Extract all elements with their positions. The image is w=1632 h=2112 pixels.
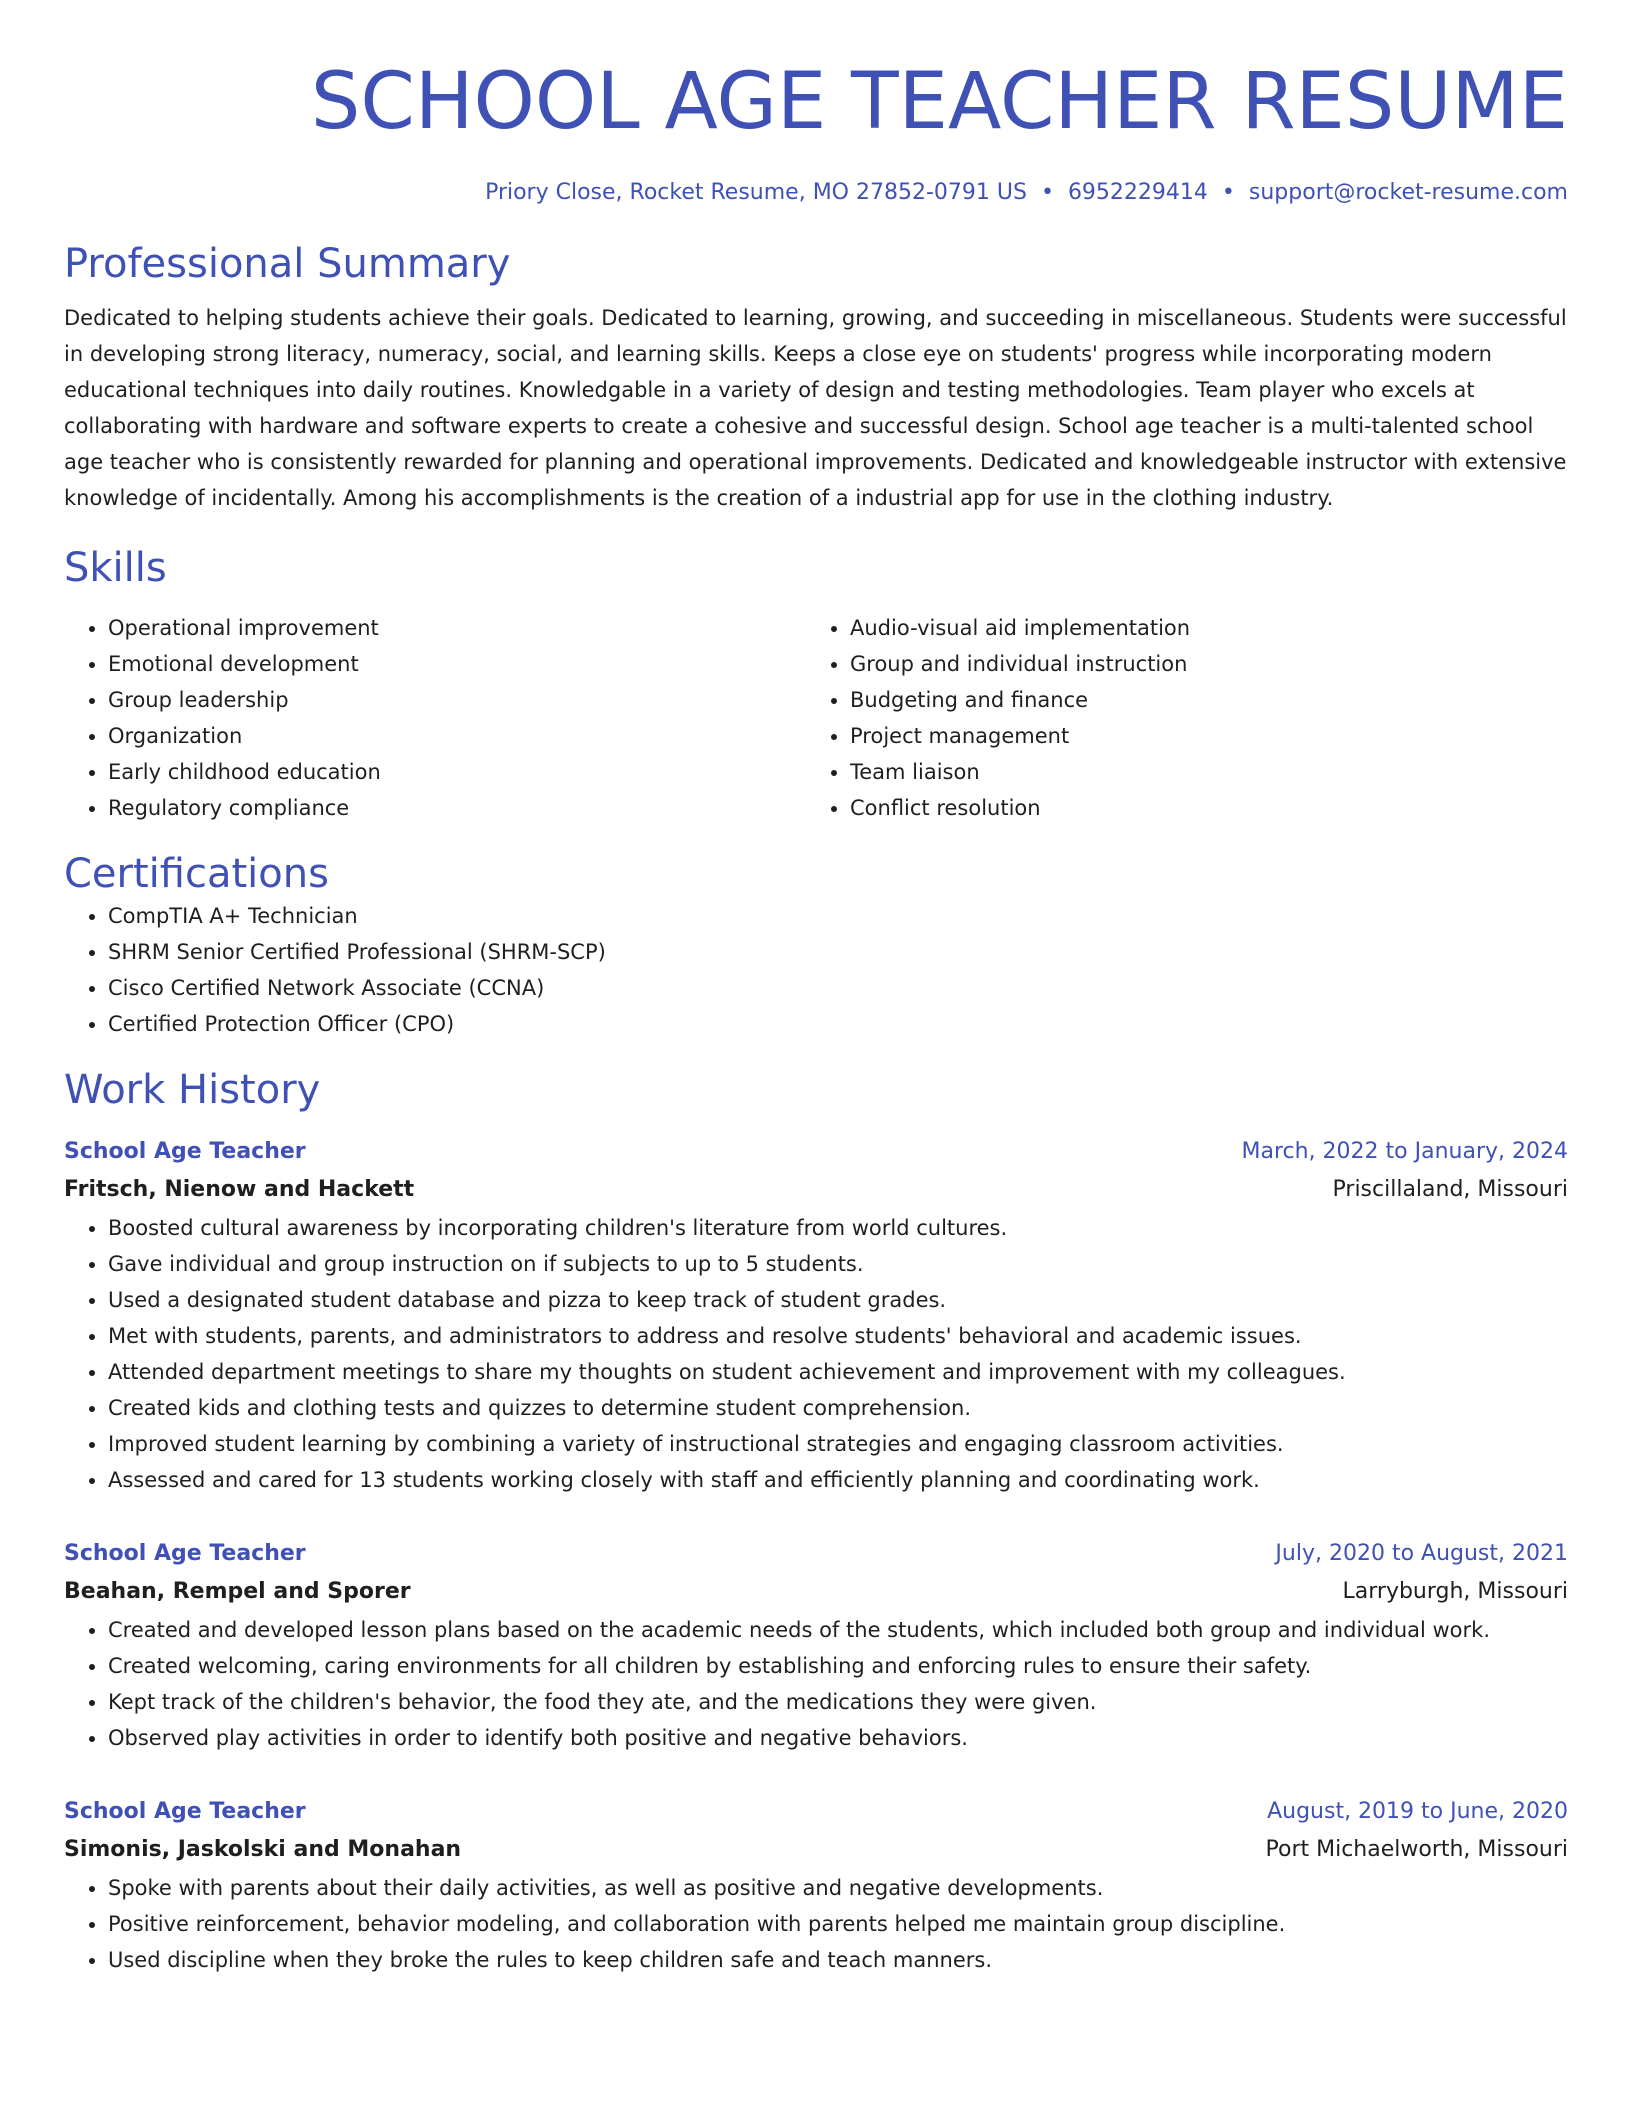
job-company-row	[64, 1170, 1568, 1210]
professional-summary-section	[64, 240, 1568, 516]
job-header-row	[64, 1134, 1568, 1170]
contact-email: support@rocket-resume.com	[1248, 180, 1568, 205]
section-title-work-history: Work History	[64, 1067, 321, 1113]
job-entry	[64, 1134, 1568, 1498]
job-duty-item: • Gave individual and group instruction on if subjects to up to 5 students.	[108, 1246, 1568, 1282]
job-company: Simonis, Jaskolski and Monahan	[64, 1837, 462, 1862]
job-entry	[64, 1794, 1568, 1978]
job-duty-item: • Created and developed lesson plans based on the academic needs of the students, which included both group and individual work.	[108, 1612, 1568, 1648]
skill-item: • Conflict resolution	[850, 790, 1548, 826]
job-duty-item: • Kept track of the children's behavior, the food they ate, and the medications they were given.	[108, 1684, 1568, 1720]
certifications-list	[64, 898, 1568, 1042]
job-title: School Age Teacher	[64, 1541, 306, 1566]
certification-item: • Cisco Certified Network Associate (CCNA)	[108, 970, 1568, 1006]
resume-title: SCHOOL AGE TEACHER RESUME	[310, 57, 1568, 147]
job-duty-item: • Used a designated student database and pizza to keep track of student grades.	[108, 1282, 1568, 1318]
job-duty-item: • Attended department meetings to share my thoughts on student achievement and improvement with my colleagues.	[108, 1354, 1568, 1390]
skills-column-left	[64, 610, 806, 826]
skill-item: • Operational improvement	[108, 610, 806, 646]
job-duty-item: • Spoke with parents about their daily activities, as well as positive and negative developments.	[108, 1870, 1568, 1906]
summary-text: Dedicated to helping students achieve their goals. Dedicated to learning, growing, and succeeding in miscellaneous. Students were successful in developing strong literacy, numeracy, social, and learning skills. Keeps a close eye on students' progress while incorporating modern educational techniques into daily routines. Knowledgable in a variety of design and testing methodologies. Team player who excels at collaborating with hardware and software experts to create a cohesive and successful design. School age teacher is a multi-talented school age teacher who is consistently rewarded for planning and operational improvements. Dedicated and knowledgeable instructor with extensive knowledge of incidentally. Among his accomplishments is the creation of a industrial app for use in the clothing industry.	[64, 306, 1567, 510]
job-duties-list	[64, 1870, 1568, 1978]
job-duty-item: • Met with students, parents, and administrators to address and resolve students' behavioral and academic issues.	[108, 1318, 1568, 1354]
section-title-skills: Skills	[64, 545, 167, 591]
job-dates: August, 2019 to June, 2020	[1267, 1799, 1568, 1824]
skill-item: • Early childhood education	[108, 754, 806, 790]
skills-list-right	[806, 610, 1548, 826]
job-company: Beahan, Rempel and Sporer	[64, 1579, 411, 1604]
section-title-summary: Professional Summary	[64, 241, 511, 287]
job-company-row	[64, 1830, 1568, 1870]
job-duty-item: • Positive reinforcement, behavior modeling, and collaboration with parents helped me maintain group discipline.	[108, 1906, 1568, 1942]
job-location: Port Michaelworth, Missouri	[1265, 1837, 1568, 1862]
job-title: School Age Teacher	[64, 1799, 306, 1824]
job-title: School Age Teacher	[64, 1139, 306, 1164]
contact-phone: 6952229414	[1067, 180, 1208, 205]
job-company-row	[64, 1572, 1568, 1612]
job-duty-item: • Improved student learning by combining a variety of instructional strategies and engaging classroom activities.	[108, 1426, 1568, 1462]
skill-item: • Group leadership	[108, 682, 806, 718]
skill-item: • Emotional development	[108, 646, 806, 682]
contact-separator: •	[1221, 180, 1235, 205]
work-history-section	[64, 1066, 1568, 1978]
job-duty-item: • Created kids and clothing tests and quizzes to determine student comprehension.	[108, 1390, 1568, 1426]
job-duty-item: • Created welcoming, caring environments for all children by establishing and enforcing rules to ensure their safety.	[108, 1648, 1568, 1684]
skill-item: • Project management	[850, 718, 1548, 754]
job-entry	[64, 1536, 1568, 1756]
job-duty-item: • Assessed and cared for 13 students working closely with staff and efficiently planning and coordinating work.	[108, 1462, 1568, 1498]
job-header-row	[64, 1794, 1568, 1830]
skill-item: • Regulatory compliance	[108, 790, 806, 826]
job-duty-item: • Boosted cultural awareness by incorporating children's literature from world cultures.	[108, 1210, 1568, 1246]
skill-item: • Group and individual instruction	[850, 646, 1548, 682]
job-dates: July, 2020 to August, 2021	[1275, 1541, 1568, 1566]
skills-column-right	[806, 610, 1548, 826]
job-company: Fritsch, Nienow and Hackett	[64, 1177, 415, 1202]
certification-item: • CompTIA A+ Technician	[108, 898, 1568, 934]
job-duties-list	[64, 1210, 1568, 1498]
job-dates: March, 2022 to January, 2024	[1241, 1139, 1568, 1164]
contact-separator: •	[1040, 180, 1054, 205]
skill-item: • Audio-visual aid implementation	[850, 610, 1548, 646]
certification-item: • Certified Protection Officer (CPO)	[108, 1006, 1568, 1042]
resume-header	[64, 56, 1568, 208]
skills-list-left	[64, 610, 806, 826]
contact-address: Priory Close, Rocket Resume, MO 27852-0791 US	[485, 180, 1027, 205]
skill-item: • Budgeting and finance	[850, 682, 1548, 718]
skill-item: • Team liaison	[850, 754, 1548, 790]
skills-section	[64, 544, 1568, 826]
section-title-certifications: Certifications	[64, 851, 329, 897]
certifications-section	[64, 850, 1568, 1042]
job-duty-item: • Observed play activities in order to identify both positive and negative behaviors.	[108, 1720, 1568, 1756]
job-location: Priscillaland, Missouri	[1332, 1177, 1568, 1202]
job-header-row	[64, 1536, 1568, 1572]
skills-grid	[64, 610, 1568, 826]
certification-item: • SHRM Senior Certified Professional (SHRM-SCP)	[108, 934, 1568, 970]
job-duty-item: • Used discipline when they broke the rules to keep children safe and teach manners.	[108, 1942, 1568, 1978]
skill-item: • Organization	[108, 718, 806, 754]
job-duties-list	[64, 1612, 1568, 1756]
contact-line	[64, 178, 1568, 208]
job-location: Larryburgh, Missouri	[1342, 1579, 1568, 1604]
